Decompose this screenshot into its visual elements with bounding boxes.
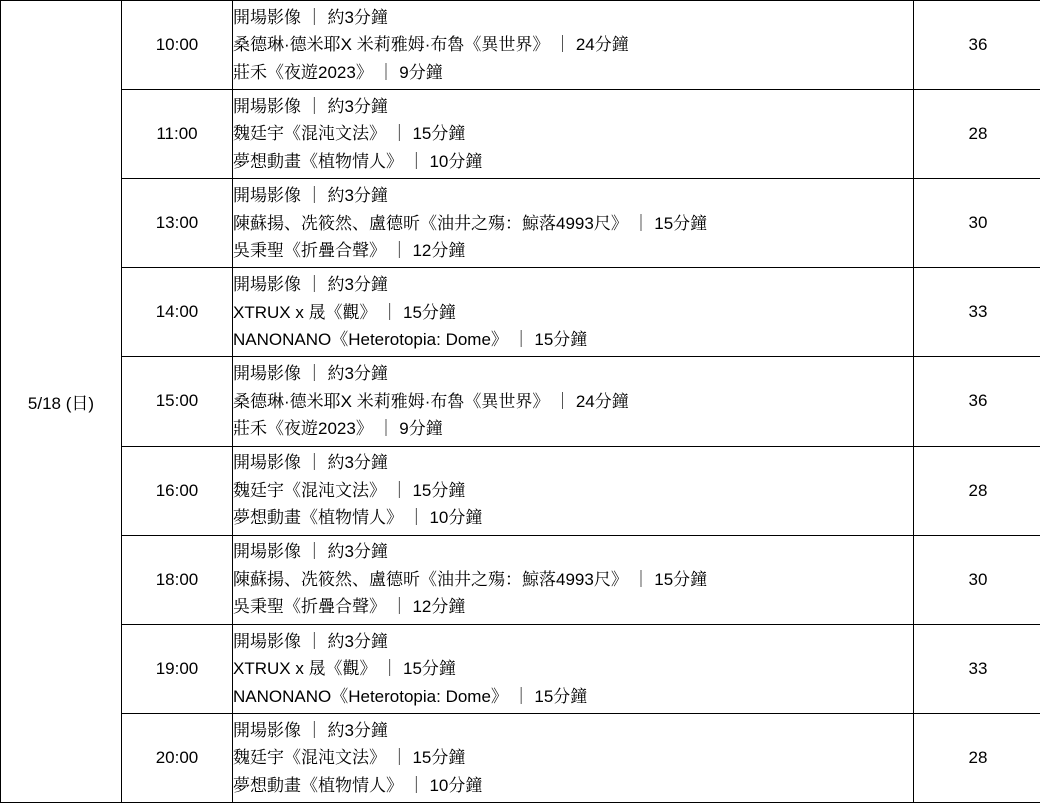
program-cell bbox=[233, 268, 914, 357]
duration-cell: 30 bbox=[914, 535, 1040, 624]
date-cell: 5/18 (日) bbox=[1, 1, 122, 803]
duration-cell: 28 bbox=[914, 446, 1040, 535]
duration-cell: 36 bbox=[914, 1, 1040, 90]
program-line: 陳蘇揚、冼筱然、盧德昕《油井之殤：鯨落4993尺》 ｜ 15分鐘 bbox=[233, 213, 708, 233]
program-line: XTRUX x 晟《觀》 ｜ 15分鐘 bbox=[233, 302, 456, 322]
time-cell: 15:00 bbox=[122, 357, 233, 446]
program-cell bbox=[233, 535, 914, 624]
table-row bbox=[1, 624, 1040, 713]
program-line: 開場影像 ｜ 約3分鐘 bbox=[233, 364, 388, 384]
table-row bbox=[1, 90, 1040, 179]
program-line: 桑德琳·德米耶X 米莉雅姆·布魯《異世界》 ｜ 24分鐘 bbox=[233, 35, 629, 55]
time-cell: 13:00 bbox=[122, 179, 233, 268]
program-cell bbox=[233, 713, 914, 802]
program-line: NANONANO《Heterotopia: Dome》 ｜ 15分鐘 bbox=[233, 686, 588, 706]
program-line: 夢想動畫《植物情人》 ｜ 10分鐘 bbox=[233, 508, 483, 528]
table-row bbox=[1, 268, 1040, 357]
program-cell bbox=[233, 624, 914, 713]
program-line: 開場影像 ｜ 約3分鐘 bbox=[233, 453, 388, 473]
program-line: 開場影像 ｜ 約3分鐘 bbox=[233, 7, 388, 27]
program-line: 魏廷宇《混沌文法》 ｜ 15分鐘 bbox=[233, 748, 466, 768]
program-line: 開場影像 ｜ 約3分鐘 bbox=[233, 542, 388, 562]
program-cell bbox=[233, 90, 914, 179]
program-cell bbox=[233, 1, 914, 90]
program-line: XTRUX x 晟《觀》 ｜ 15分鐘 bbox=[233, 659, 456, 679]
duration-cell: 28 bbox=[914, 90, 1040, 179]
table-row bbox=[1, 357, 1040, 446]
program-line: 開場影像 ｜ 約3分鐘 bbox=[233, 96, 388, 116]
time-cell: 10:00 bbox=[122, 1, 233, 90]
program-line: 莊禾《夜遊2023》 ｜ 9分鐘 bbox=[233, 419, 443, 439]
program-line: 魏廷宇《混沌文法》 ｜ 15分鐘 bbox=[233, 124, 466, 144]
program-line: 開場影像 ｜ 約3分鐘 bbox=[233, 275, 388, 295]
table-row bbox=[1, 1, 1040, 90]
time-cell: 16:00 bbox=[122, 446, 233, 535]
time-cell: 20:00 bbox=[122, 713, 233, 802]
program-line: 吳秉聖《折疊合聲》 ｜ 12分鐘 bbox=[233, 241, 466, 261]
program-cell bbox=[233, 179, 914, 268]
program-line: 陳蘇揚、冼筱然、盧德昕《油井之殤：鯨落4993尺》 ｜ 15分鐘 bbox=[233, 569, 708, 589]
time-cell: 19:00 bbox=[122, 624, 233, 713]
duration-cell: 36 bbox=[914, 357, 1040, 446]
program-line: NANONANO《Heterotopia: Dome》 ｜ 15分鐘 bbox=[233, 330, 588, 350]
program-line: 吳秉聖《折疊合聲》 ｜ 12分鐘 bbox=[233, 597, 466, 617]
program-line: 夢想動畫《植物情人》 ｜ 10分鐘 bbox=[233, 775, 483, 795]
table-row bbox=[1, 713, 1040, 802]
program-line: 開場影像 ｜ 約3分鐘 bbox=[233, 185, 388, 205]
program-line: 開場影像 ｜ 約3分鐘 bbox=[233, 720, 388, 740]
program-cell bbox=[233, 357, 914, 446]
time-cell: 18:00 bbox=[122, 535, 233, 624]
schedule-body bbox=[1, 1, 1040, 803]
program-line: 魏廷宇《混沌文法》 ｜ 15分鐘 bbox=[233, 480, 466, 500]
program-line: 開場影像 ｜ 約3分鐘 bbox=[233, 631, 388, 651]
duration-cell: 33 bbox=[914, 624, 1040, 713]
program-cell bbox=[233, 446, 914, 535]
duration-cell: 30 bbox=[914, 179, 1040, 268]
table-row bbox=[1, 535, 1040, 624]
time-cell: 11:00 bbox=[122, 90, 233, 179]
duration-cell: 33 bbox=[914, 268, 1040, 357]
program-line: 莊禾《夜遊2023》 ｜ 9分鐘 bbox=[233, 62, 443, 82]
time-cell: 14:00 bbox=[122, 268, 233, 357]
table-row bbox=[1, 179, 1040, 268]
program-line: 桑德琳·德米耶X 米莉雅姆·布魯《異世界》 ｜ 24分鐘 bbox=[233, 391, 629, 411]
table-row bbox=[1, 446, 1040, 535]
program-line: 夢想動畫《植物情人》 ｜ 10分鐘 bbox=[233, 151, 483, 171]
duration-cell: 28 bbox=[914, 713, 1040, 802]
